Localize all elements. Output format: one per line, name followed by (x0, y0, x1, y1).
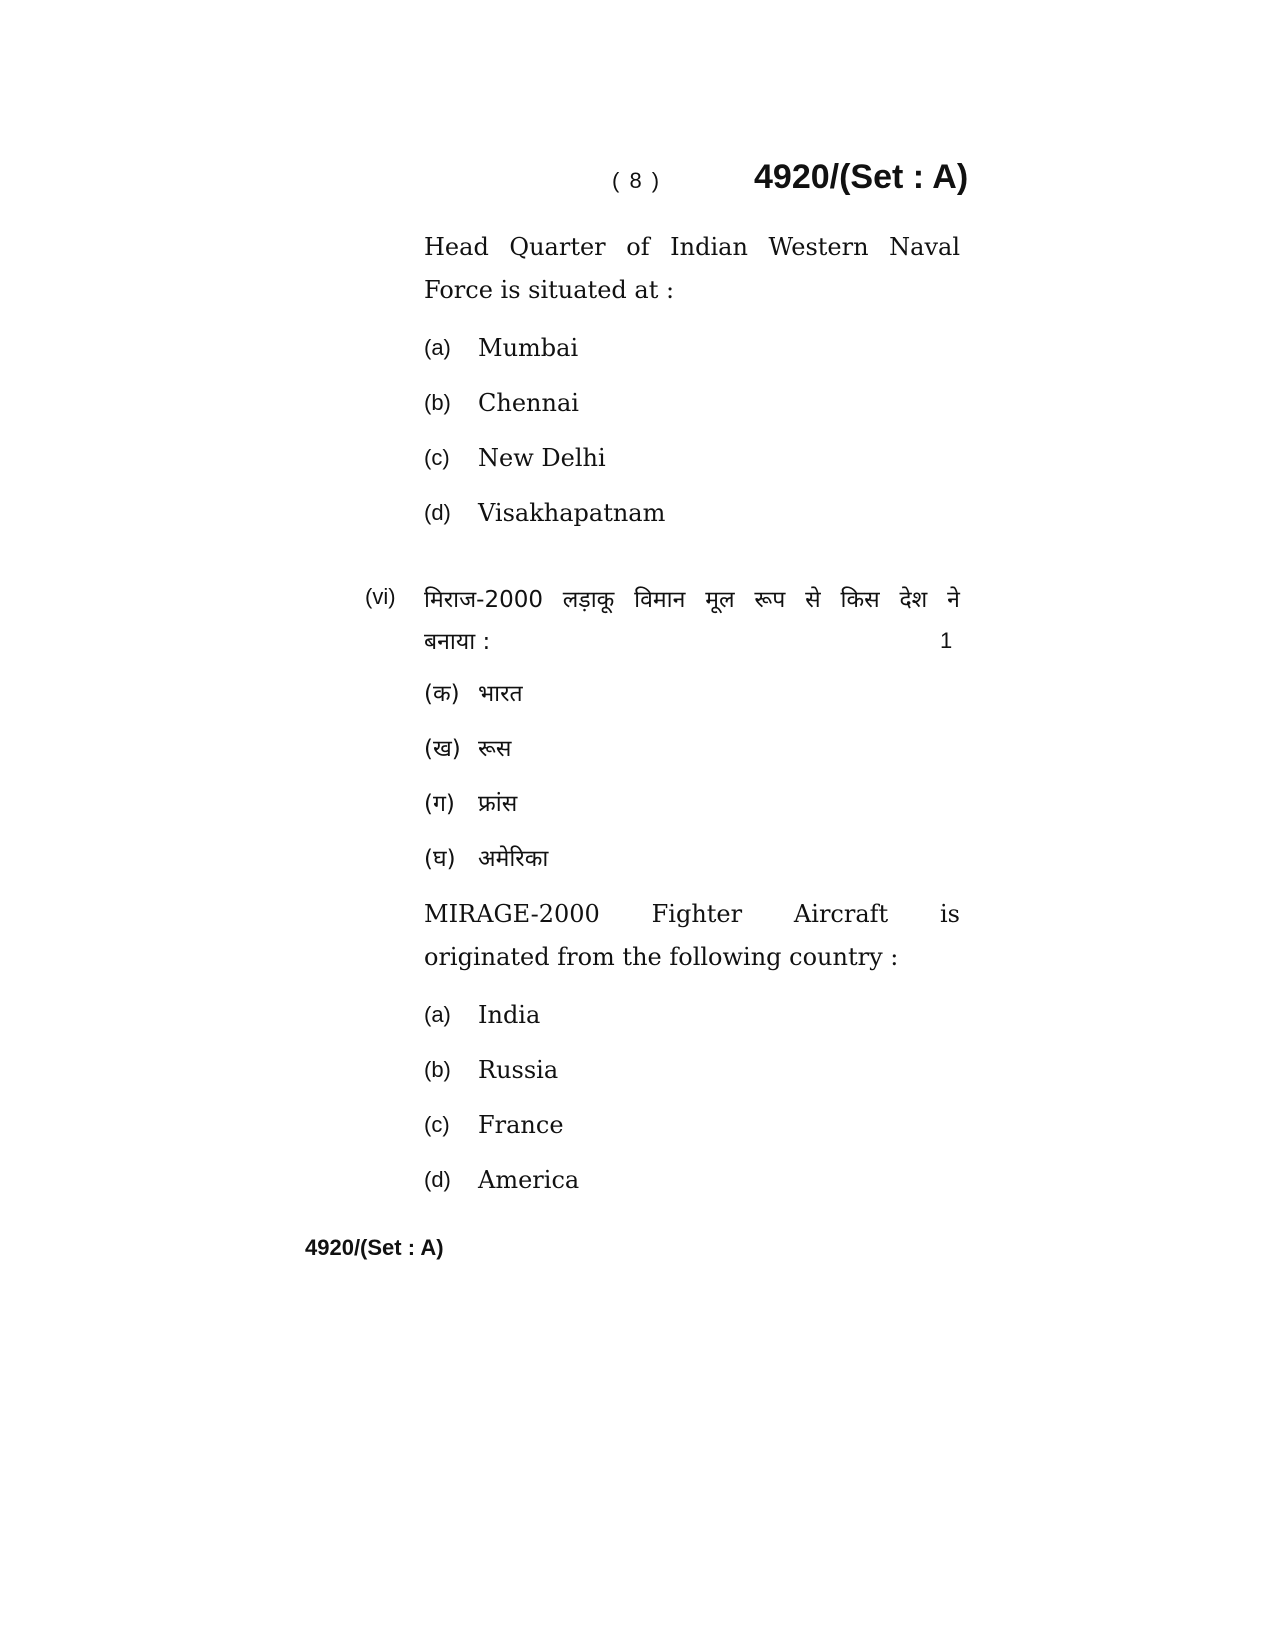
option-label: (c) (424, 1112, 450, 1137)
question-6-hindi-stem-line1 (424, 582, 960, 614)
option-label: (a) (424, 1002, 451, 1027)
option-item (424, 497, 665, 529)
page-number: ( 8 ) (612, 168, 662, 193)
option-label: (c) (424, 445, 450, 470)
option-text: Mumbai (478, 334, 579, 362)
option-text: France (478, 1111, 564, 1139)
option-item (424, 442, 606, 474)
option-item (424, 1054, 558, 1086)
option-item (424, 999, 540, 1031)
option-item (424, 1164, 579, 1196)
stem-word: ने (947, 587, 960, 613)
option-item (424, 841, 548, 873)
option-label: (क) (424, 681, 460, 707)
option-item (424, 786, 517, 818)
question-5-english-stem: Head Quarter of Indian Western Naval Force is situated at : (424, 233, 960, 304)
stem-word: से (805, 587, 821, 613)
paper-code-header: 4920/(Set : A) (754, 158, 969, 196)
option-item (424, 731, 511, 763)
option-label: (d) (424, 1167, 451, 1192)
option-item (424, 387, 579, 419)
option-item (424, 1109, 564, 1141)
stem-word: रूप (754, 587, 786, 613)
option-text: India (478, 1001, 541, 1029)
stem-word: मिराज-2000 (424, 587, 543, 613)
stem-word: मूल (705, 587, 735, 613)
option-text: Russia (478, 1056, 559, 1084)
option-label: (a) (424, 335, 451, 360)
stem-word: विमान (634, 587, 686, 613)
option-label: (b) (424, 1057, 451, 1082)
paper-code-footer: 4920/(Set : A) (305, 1235, 444, 1260)
question-6-english-stem: MIRAGE-2000 Fighter Aircraft is originated from the following country : (424, 900, 960, 971)
option-label: (d) (424, 500, 451, 525)
option-text: फ्रांस (478, 791, 518, 817)
option-item (424, 676, 523, 708)
stem-word: देश (899, 587, 928, 613)
option-label: (घ) (424, 846, 456, 872)
option-item (424, 332, 578, 364)
stem-word: किस (840, 587, 880, 613)
option-text: Chennai (478, 389, 579, 417)
question-6-number: (vi) (365, 584, 396, 609)
option-label: (b) (424, 390, 451, 415)
option-text: भारत (478, 681, 523, 707)
option-text: Visakhapatnam (478, 499, 666, 527)
option-text: America (478, 1166, 580, 1194)
option-label: (ख) (424, 736, 461, 762)
option-label: (ग) (424, 791, 455, 817)
option-text: अमेरिका (478, 846, 549, 872)
stem-word: लड़ाकू (562, 587, 615, 613)
option-text: रूस (478, 736, 512, 762)
option-text: New Delhi (478, 444, 606, 472)
question-6-marks: 1 (940, 628, 953, 653)
question-6-hindi-stem-line2: बनाया : (424, 629, 491, 655)
